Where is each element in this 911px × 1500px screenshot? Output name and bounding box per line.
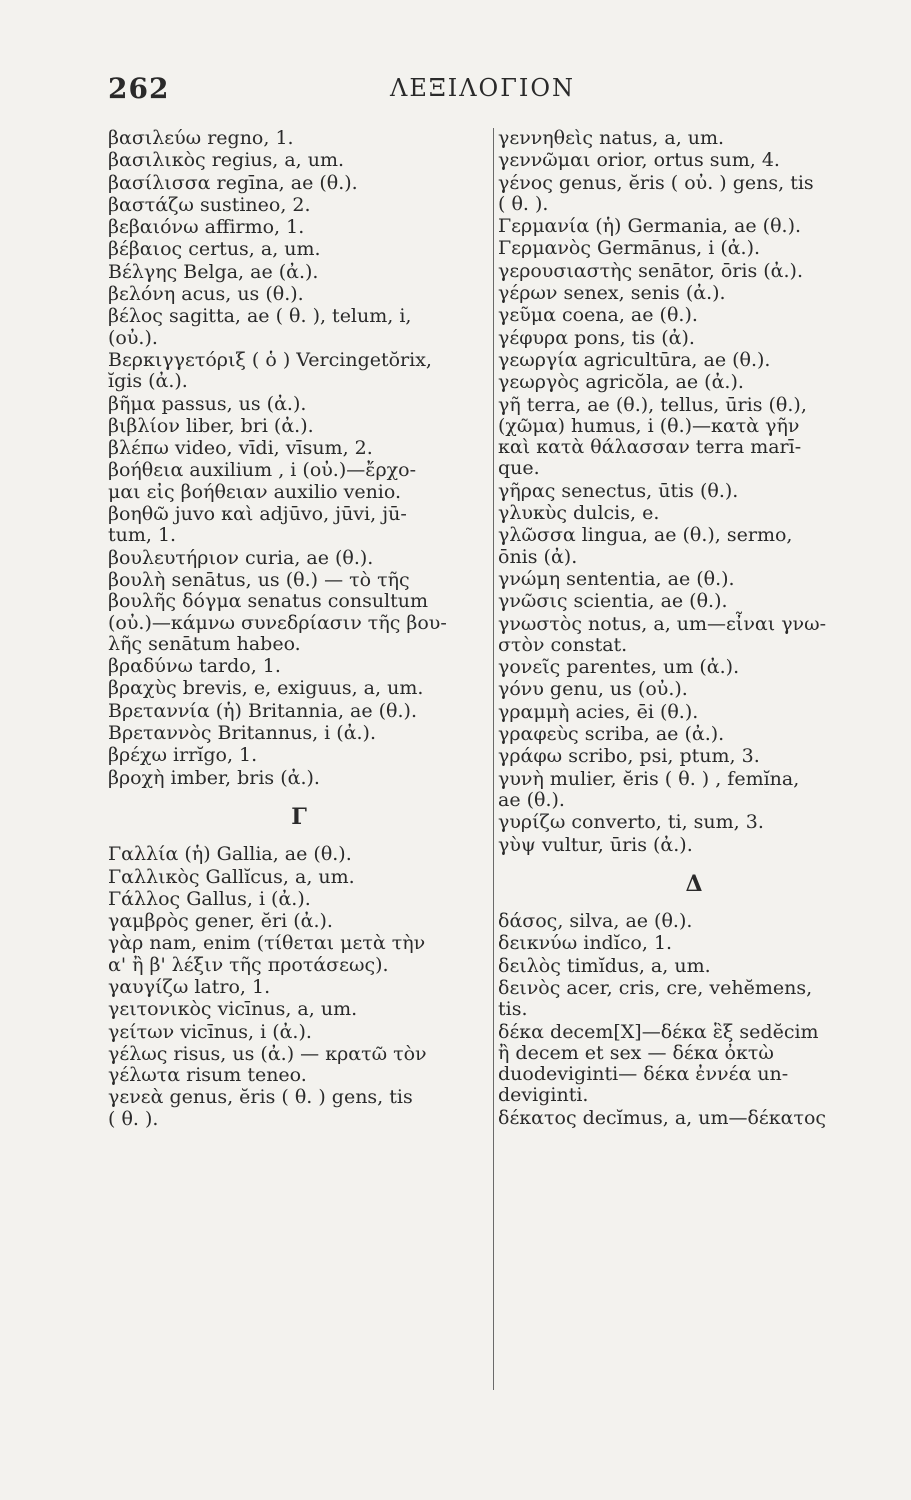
dictionary-entry bbox=[498, 978, 890, 1021]
entry-line: γαυγίζω latro, 1. bbox=[108, 975, 271, 998]
dictionary-entry bbox=[108, 1022, 490, 1043]
entry-line: δέκα decem[X]—δέκα ἓξ sedĕcim bbox=[498, 1020, 819, 1043]
entry-line: βουλῆς δόγμα senatus consultum bbox=[108, 590, 429, 613]
entry-line: γόνυ genu, us (οὐ.). bbox=[498, 678, 688, 701]
dictionary-entry bbox=[498, 702, 890, 723]
dictionary-entry bbox=[108, 745, 490, 766]
dictionary-entry bbox=[498, 614, 890, 657]
entry-line: α' ἢ β' λέξιν τῆς προτάσεως). bbox=[108, 953, 389, 976]
entry-line: ( θ. ). bbox=[108, 1107, 159, 1130]
dictionary-entry bbox=[108, 570, 490, 655]
entry-line: στὸν constat. bbox=[498, 633, 628, 656]
dictionary-entry bbox=[498, 769, 890, 812]
dictionary-entry bbox=[108, 350, 490, 393]
dictionary-entry bbox=[498, 173, 890, 216]
entry-line: Γερμανία (ἡ) Germania, ae (θ.). bbox=[498, 215, 802, 238]
dictionary-entry bbox=[498, 525, 890, 568]
dictionary-entry bbox=[108, 262, 490, 283]
entry-line: βουλευτήριον curia, ae (θ.). bbox=[108, 546, 374, 569]
dictionary-entry bbox=[498, 216, 890, 237]
dictionary-entry bbox=[108, 239, 490, 260]
page-number: 262 bbox=[108, 72, 170, 105]
entry-line: δέκατος decĭmus, a, um—δέκατος bbox=[498, 1106, 827, 1129]
left-entries-2 bbox=[108, 844, 490, 1130]
entry-line: γενεὰ genus, ĕris ( θ. ) gens, tis bbox=[108, 1086, 413, 1109]
entry-line: καὶ κατὰ θάλασσαν terra marī- bbox=[498, 436, 802, 459]
right-entries bbox=[498, 128, 890, 856]
dictionary-entry bbox=[498, 238, 890, 259]
entry-line: γεωργὸς agricŏla, ae (ἀ.). bbox=[498, 371, 744, 394]
dictionary-entry bbox=[108, 128, 490, 149]
dictionary-entry bbox=[108, 438, 490, 459]
entry-line: γεννηθεὶς natus, a, um. bbox=[498, 127, 725, 149]
entry-line: Βρεταννία (ἡ) Britannia, ae (θ.). bbox=[108, 699, 417, 722]
dictionary-entry bbox=[108, 768, 490, 789]
dictionary-entry bbox=[108, 933, 490, 976]
entry-line: ( θ. ). bbox=[498, 192, 549, 215]
dictionary-entry bbox=[108, 844, 490, 865]
dictionary-entry bbox=[108, 656, 490, 677]
entry-line: duodeviginti— δέκα ἐννέα un- bbox=[498, 1063, 789, 1086]
entry-line: βροχὴ imber, bris (ἀ.). bbox=[108, 766, 320, 789]
entry-line: γὺψ vultur, ūris (ἀ.). bbox=[498, 833, 693, 856]
entry-line: βῆμα passus, us (ἀ.). bbox=[108, 392, 307, 415]
dictionary-entry bbox=[108, 548, 490, 569]
dictionary-entry bbox=[498, 812, 890, 833]
dictionary-entry bbox=[108, 1087, 490, 1130]
dictionary-entry bbox=[498, 569, 890, 590]
dictionary-entry bbox=[108, 999, 490, 1020]
dictionary-entry bbox=[108, 150, 490, 171]
entry-line: γέλως risus, us (ἀ.) — κρατῶ τὸν bbox=[108, 1042, 427, 1065]
entry-line: Βρεταννὸς Britannus, i (ἀ.). bbox=[108, 722, 377, 745]
entry-line: γνώμη sententia, ae (θ.). bbox=[498, 567, 735, 590]
entry-line: δεινὸς acer, cris, cre, vehĕmens, bbox=[498, 976, 813, 999]
dictionary-entry bbox=[108, 911, 490, 932]
running-head: ΛΕΞΙΛΟΓΙΟΝ bbox=[390, 74, 576, 102]
entry-line: γένος genus, ĕris ( οὐ. ) gens, tis bbox=[498, 171, 814, 194]
dictionary-entry bbox=[498, 911, 890, 932]
entry-line: βραδύνω tardo, 1. bbox=[108, 655, 281, 678]
entry-line: γειτονικὸς vicīnus, a, um. bbox=[108, 998, 358, 1021]
entry-line: (οὐ.). bbox=[108, 326, 158, 349]
left-column bbox=[108, 128, 490, 1131]
entry-line: βελόνη acus, us (θ.). bbox=[108, 283, 304, 306]
entry-line: γυρίζω converto, ti, sum, 3. bbox=[498, 811, 764, 834]
dictionary-entry bbox=[498, 933, 890, 954]
dictionary-entry bbox=[498, 835, 890, 856]
entry-line: γλῶσσα lingua, ae (θ.), sermo, bbox=[498, 524, 793, 547]
dictionary-entry bbox=[498, 956, 890, 977]
entry-line: βρέχω irrĭgo, 1. bbox=[108, 744, 258, 767]
entry-line: deviginti. bbox=[498, 1084, 589, 1107]
entry-line: γραφεὺς scriba, ae (ἀ.). bbox=[498, 723, 725, 746]
entry-line: βασίλισσα regīna, ae (θ.). bbox=[108, 171, 358, 194]
dictionary-entry bbox=[498, 261, 890, 282]
dictionary-entry bbox=[108, 977, 490, 998]
entry-line: γέρων senex, senis (ἀ.). bbox=[498, 282, 726, 305]
dictionary-entry bbox=[498, 283, 890, 304]
entry-line: βοήθεια auxilium , i (οὐ.)—ἔρχο- bbox=[108, 459, 416, 482]
entry-line: γράφω scribo, psi, ptum, 3. bbox=[498, 745, 760, 768]
entry-line: βραχὺς brevis, e, exiguus, a, um. bbox=[108, 677, 424, 700]
entry-line: Γάλλος Gallus, i (ἀ.). bbox=[108, 887, 311, 910]
entry-line: γείτων vicīnus, i (ἀ.). bbox=[108, 1020, 312, 1043]
dictionary-entry bbox=[108, 701, 490, 722]
dictionary-entry bbox=[108, 678, 490, 699]
entry-line: βιβλίον liber, bri (ἀ.). bbox=[108, 414, 314, 437]
dictionary-entry bbox=[498, 503, 890, 524]
dictionary-entry bbox=[108, 173, 490, 194]
entry-line: (χῶμα) humus, i (θ.)—κατὰ γῆν bbox=[498, 414, 800, 437]
left-entries bbox=[108, 128, 490, 789]
entry-line: βασιλικὸς regius, a, um. bbox=[108, 149, 345, 172]
dictionary-entry bbox=[108, 195, 490, 216]
entry-line: γονεῖς parentes, um (ἀ.). bbox=[498, 656, 740, 679]
dictionary-entry bbox=[498, 724, 890, 745]
entry-line: βέβαιος certus, a, um. bbox=[108, 238, 321, 261]
entry-line: Βερκιγγετόριξ ( ὁ ) Vercingetŏrix, bbox=[108, 348, 432, 371]
entry-line: βλέπω video, vīdi, vīsum, 2. bbox=[108, 437, 373, 460]
dictionary-entry bbox=[108, 394, 490, 415]
dictionary-entry bbox=[498, 1108, 890, 1129]
entry-line: γεννῶμαι orior, ortus sum, 4. bbox=[498, 149, 780, 172]
entry-line: δάσος, silva, ae (θ.). bbox=[498, 910, 693, 933]
entry-line: Γαλλικὸς Gallĭcus, a, um. bbox=[108, 865, 355, 888]
entry-line: Βέλγης Belga, ae (ἀ.). bbox=[108, 260, 319, 283]
entry-line: ōnis (ἀ). bbox=[498, 545, 578, 568]
entry-line: γλυκὺς dulcis, e. bbox=[498, 502, 660, 525]
dictionary-entry bbox=[108, 416, 490, 437]
entry-line: ae (θ.). bbox=[498, 788, 565, 811]
entry-line: γῆ terra, ae (θ.), tellus, ūris (θ.), bbox=[498, 393, 807, 416]
right-entries-2 bbox=[498, 911, 890, 1129]
entry-line: γῆρας senectus, ūtis (θ.). bbox=[498, 479, 739, 502]
dictionary-entry bbox=[108, 460, 490, 503]
column-divider bbox=[493, 128, 494, 1390]
dictionary-entry bbox=[108, 1044, 490, 1087]
entry-line: γραμμὴ acies, ēi (θ.). bbox=[498, 700, 699, 723]
entry-line: γέφυρα pons, tis (ἀ). bbox=[498, 326, 695, 349]
entry-line: γεωργία agricultūra, ae (θ.). bbox=[498, 348, 771, 371]
dictionary-entry bbox=[108, 889, 490, 910]
dictionary-entry bbox=[498, 481, 890, 502]
entry-line: βασιλεύω regno, 1. bbox=[108, 127, 294, 149]
entry-line: Γαλλία (ἡ) Gallia, ae (θ.). bbox=[108, 843, 352, 866]
entry-line: βουλὴ senātus, us (θ.) — τὸ τῆς bbox=[108, 568, 410, 591]
dictionary-entry bbox=[108, 867, 490, 888]
entry-line: δεικνύω indĭco, 1. bbox=[498, 932, 673, 955]
dictionary-entry bbox=[498, 350, 890, 371]
entry-line: ĭgis (ἀ.). bbox=[108, 370, 188, 393]
entry-line: (οὐ.)—κάμνω συνεδρίασιν τῆς βου- bbox=[108, 611, 447, 634]
entry-line: βεβαιόνω affirmo, 1. bbox=[108, 216, 305, 239]
section-heading-delta: Δ bbox=[685, 870, 703, 897]
entry-line: μαι εἰς βοήθειαν auxilio venio. bbox=[108, 480, 402, 503]
dictionary-entry bbox=[108, 504, 490, 547]
dictionary-entry bbox=[498, 746, 890, 767]
dictionary-entry bbox=[498, 372, 890, 393]
entry-line: que. bbox=[498, 457, 540, 480]
entry-line: tum, 1. bbox=[108, 524, 177, 547]
entry-line: λῆς senātum habeo. bbox=[108, 632, 301, 655]
entry-line: γνωστὸς notus, a, um—εἶναι γνω- bbox=[498, 612, 827, 635]
dictionary-entry bbox=[108, 723, 490, 744]
entry-line: γέλωτα risum teneo. bbox=[108, 1064, 307, 1087]
entry-line: γὰρ nam, enim (τίθεται μετὰ τὴν bbox=[108, 932, 426, 955]
dictionary-entry bbox=[498, 395, 890, 480]
dictionary-entry bbox=[108, 306, 490, 349]
dictionary-entry bbox=[498, 591, 890, 612]
dictionary-entry bbox=[498, 150, 890, 171]
dictionary-entry bbox=[108, 284, 490, 305]
dictionary-entry bbox=[498, 657, 890, 678]
entry-line: γαμβρὸς gener, ĕri (ἀ.). bbox=[108, 910, 333, 933]
dictionary-entry bbox=[498, 128, 890, 149]
entry-line: γεῦμα coena, ae (θ.). bbox=[498, 304, 698, 327]
entry-line: βαστάζω sustineo, 2. bbox=[108, 193, 311, 216]
entry-line: ἢ decem et sex — δέκα ὀκτὼ bbox=[498, 1041, 774, 1064]
entry-line: γερουσιαστὴς senātor, ōris (ἀ.). bbox=[498, 259, 803, 282]
dictionary-entry bbox=[498, 1022, 890, 1107]
dictionary-entry bbox=[498, 328, 890, 349]
entry-line: Γερμανὸς Germānus, i (ἀ.). bbox=[498, 237, 761, 260]
entry-line: tis. bbox=[498, 998, 528, 1021]
entry-line: δειλὸς timĭdus, a, um. bbox=[498, 954, 711, 977]
entry-line: γνῶσις scientia, ae (θ.). bbox=[498, 590, 728, 613]
right-column bbox=[498, 128, 890, 1130]
page-header bbox=[108, 72, 581, 112]
dictionary-entry bbox=[498, 305, 890, 326]
dictionary-entry bbox=[498, 679, 890, 700]
section-heading-gamma: Γ bbox=[291, 803, 307, 830]
entry-line: βέλος sagitta, ae ( θ. ), telum, i, bbox=[108, 305, 412, 328]
entry-line: βοηθῶ juvo καὶ adjūvo, jūvi, jū- bbox=[108, 503, 407, 526]
dictionary-entry bbox=[108, 217, 490, 238]
entry-line: γυνὴ mulier, ĕris ( θ. ) , femĭna, bbox=[498, 767, 800, 790]
